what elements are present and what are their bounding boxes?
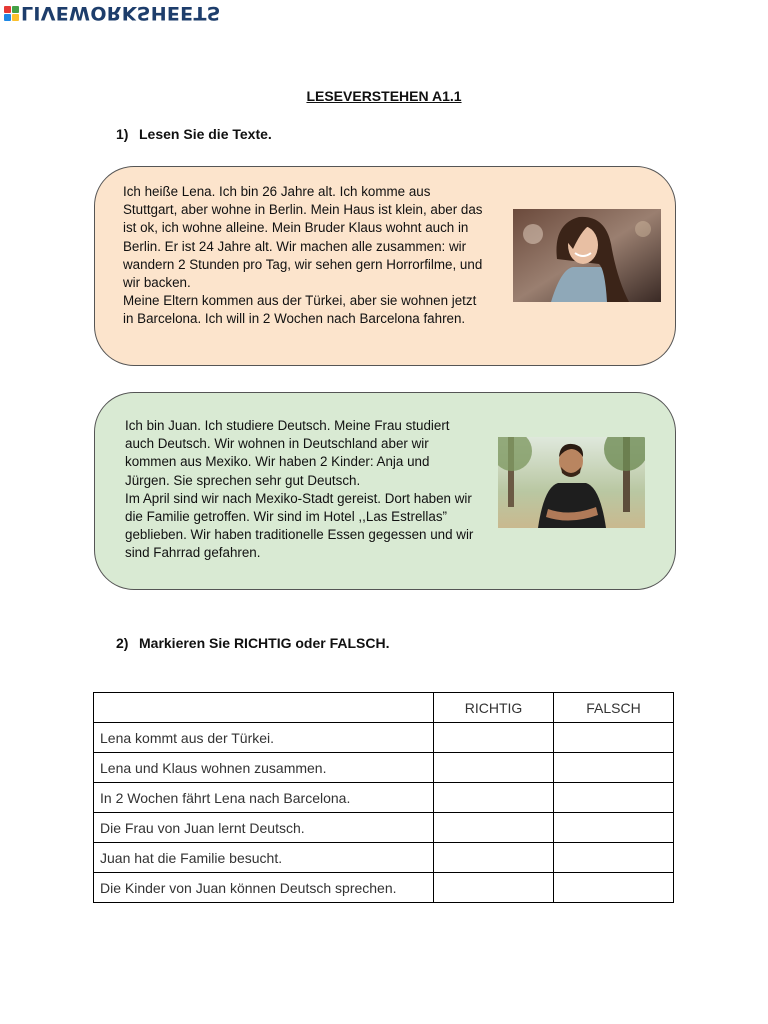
richtig-cell[interactable]: [434, 873, 554, 903]
page-title: LESEVERSTEHEN A1.1: [306, 88, 462, 104]
falsch-cell[interactable]: [554, 873, 674, 903]
falsch-cell[interactable]: [554, 783, 674, 813]
table-header-row: [94, 693, 674, 723]
table-row: [94, 783, 674, 813]
falsch-cell[interactable]: [554, 843, 674, 873]
richtig-cell[interactable]: [434, 843, 554, 873]
logo-square: [4, 14, 11, 21]
lena-photo: [513, 209, 661, 302]
logo-text: LIVEWORKSHEETS: [21, 2, 221, 24]
juan-photo: [498, 437, 645, 528]
statement-cell: Lena kommt aus der Türkei.: [94, 723, 434, 753]
liveworksheets-logo: [4, 2, 221, 24]
reading-box-juan: [94, 392, 676, 590]
richtig-cell[interactable]: [434, 753, 554, 783]
task-1-text: Lesen Sie die Texte.: [139, 126, 272, 142]
logo-square: [12, 6, 19, 13]
table-row: [94, 873, 674, 903]
reading-box-lena: [94, 166, 676, 366]
task-1-heading: [116, 126, 272, 142]
statement-cell: In 2 Wochen fährt Lena nach Barcelona.: [94, 783, 434, 813]
task-2-number: 2): [116, 635, 129, 651]
falsch-cell[interactable]: [554, 813, 674, 843]
richtig-falsch-table: [93, 692, 674, 903]
task-1-number: 1): [116, 126, 129, 142]
story-paragraph: Im April sind wir nach Mexiko-Stadt gereist. Dort haben wir die Familie getroffen. Wir sind im Hotel ,,Las Estrellas” geblieben. Wir haben traditionelle Essen gegessen und wir sind Fahrrad gefahren.: [125, 490, 474, 561]
logo-squares-icon: [4, 6, 19, 21]
table-row: [94, 813, 674, 843]
statement-cell: Lena und Klaus wohnen zusammen.: [94, 753, 434, 783]
richtig-cell[interactable]: [434, 723, 554, 753]
header-statement: [94, 693, 434, 723]
richtig-cell[interactable]: [434, 813, 554, 843]
story-paragraph: Ich bin Juan. Ich studiere Deutsch. Meine Frau studiert auch Deutsch. Wir wohnen in Deutschland aber wir kommen aus Mexiko. Wir haben 2 Kinder: Anja und Jürgen. Sie sprechen sehr gut Deutsch.: [125, 418, 450, 488]
header-falsch: FALSCH: [554, 693, 674, 723]
logo-square: [12, 14, 19, 21]
story-paragraph: Meine Eltern kommen aus der Türkei, aber sie wohnen jetzt in Barcelona. Ich will in 2 Wochen nach Barcelona fahren.: [123, 293, 477, 327]
logo-square: [4, 6, 11, 13]
statement-cell: Die Kinder von Juan können Deutsch sprechen.: [94, 873, 434, 903]
task-2-text: Markieren Sie RICHTIG oder FALSCH.: [139, 635, 390, 651]
story-text-lena: [123, 183, 485, 329]
header-richtig: RICHTIG: [434, 693, 554, 723]
statement-cell: Juan hat die Familie besucht.: [94, 843, 434, 873]
table-row: [94, 753, 674, 783]
table-row: [94, 843, 674, 873]
story-text-juan: [125, 417, 475, 563]
falsch-cell[interactable]: [554, 723, 674, 753]
story-paragraph: Ich heiße Lena. Ich bin 26 Jahre alt. Ich komme aus Stuttgart, aber wohne in Berlin. Mein Haus ist klein, aber das ist ok, ich wohne alleine. Mein Bruder Klaus wohnt auch in Berlin. Er ist 24 Jahre alt. Wir machen alle zusammen: wir wandern 2 Stunden pro Tag, wir sehen gern Horrorfilme, und wir backen.: [123, 184, 483, 291]
richtig-cell[interactable]: [434, 783, 554, 813]
task-2-heading: [116, 635, 390, 651]
falsch-cell[interactable]: [554, 753, 674, 783]
table-row: [94, 723, 674, 753]
statement-cell: Die Frau von Juan lernt Deutsch.: [94, 813, 434, 843]
